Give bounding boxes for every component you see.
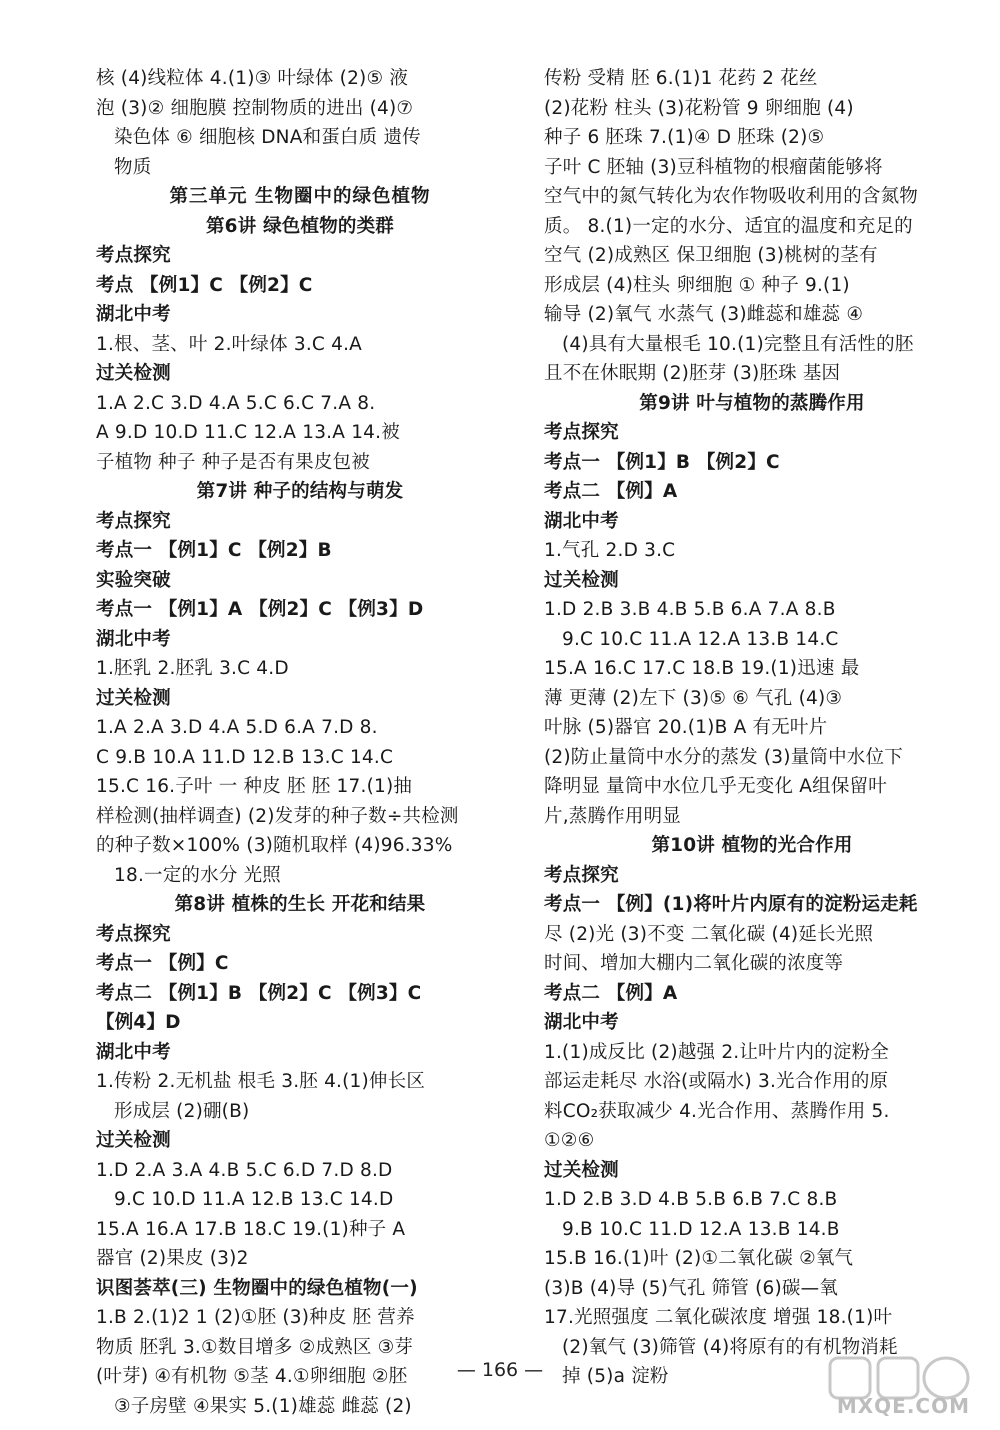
text-line: 核 (4)线粒体 4.(1)③ 叶绿体 (2)⑤ 液 <box>96 68 409 89</box>
text-line: 形成层 (4)柱头 卵细胞 ① 种子 9.(1) <box>544 274 850 296</box>
text-line: 15.B 16.(1)叶 (2)①二氧化碳 ②氧气 <box>544 1248 854 1269</box>
text-line: 叶脉 (5)器官 20.(1)B A 有无叶片 <box>544 717 828 738</box>
text-line: 【例4】D <box>96 1012 181 1033</box>
text-line: 1.根、茎、叶 2.叶绿体 3.C 4.A <box>96 333 363 355</box>
text-line: 1.D 2.B 3.B 4.B 5.B 6.A 7.A 8.B <box>544 599 836 620</box>
text-line: (2)防止量筒中水分的蒸发 (3)量筒中水位下 <box>544 746 903 768</box>
text-line: 降明显 量筒中水位几乎无变化 A组保留叶 <box>544 776 887 797</box>
text-line: (2)氧气 (3)筛管 (4)将原有的有机物消耗 <box>562 1336 898 1358</box>
text-line: 考点一 【例】(1)将叶片内原有的淀粉运走耗 <box>544 894 918 915</box>
text-line: 子叶 C 胚轴 (3)豆科植物的根瘤菌能够将 <box>544 156 883 178</box>
text-line: 9.C 10.D 11.A 12.B 13.C 14.D <box>114 1189 394 1210</box>
text-line: (4)具有大量根毛 10.(1)完整且有活性的胚 <box>562 333 914 355</box>
text-line: 17.光照强度 二氧化碳浓度 增强 18.(1)叶 <box>544 1307 893 1328</box>
text-line: 湖北中考 <box>544 510 619 532</box>
text-line: 质。 8.(1)一定的水分、适宜的温度和充足的 <box>544 215 913 237</box>
text-line: 考点二 【例1】B 【例2】C 【例3】C <box>96 982 422 1004</box>
text-line: 物质 胚乳 3.①数目增多 ②成熟区 ③芽 <box>96 1336 414 1358</box>
text-line: 掉 (5)a 淀粉 <box>562 1366 669 1387</box>
text-line: 第8讲 植株的生长 开花和结果 <box>174 894 426 915</box>
text-line: ①②⑥ <box>544 1130 595 1151</box>
text-line: 种子 6 胚珠 7.(1)④ D 胚珠 (2)⑤ <box>544 127 825 148</box>
text-line: (2)花粉 柱头 (3)花粉管 9 卵细胞 (4) <box>544 97 854 119</box>
text-line: 空气中的氮气转化为农作物吸收利用的含氮物 <box>544 186 919 207</box>
text-line: 空气 (2)成熟区 保卫细胞 (3)桃树的茎有 <box>544 245 878 266</box>
text-line: 湖北中考 <box>96 304 171 325</box>
text-line: 考点探究 <box>544 864 619 886</box>
text-line: 实验突破 <box>96 569 171 591</box>
text-line: 1.A 2.A 3.D 4.A 5.D 6.A 7.D 8. <box>96 717 378 738</box>
text-line: 过关检测 <box>544 1159 619 1181</box>
text-line: 1.(1)成反比 (2)越强 2.让叶片内的淀粉全 <box>544 1041 889 1063</box>
text-line: 湖北中考 <box>544 1012 619 1033</box>
text-line: 9.C 10.C 11.A 12.A 13.B 14.C <box>562 628 839 650</box>
text-line: 过关检测 <box>96 687 171 709</box>
text-line: 传粉 受精 胚 6.(1)1 花药 2 花丝 <box>544 68 818 89</box>
text-line: 样检测(抽样调查) (2)发芽的种子数÷共检测 <box>96 805 459 827</box>
text-line: 形成层 (2)硼(B) <box>114 1100 250 1122</box>
text-line: 且不在休眠期 (2)胚芽 (3)胚珠 基因 <box>544 363 841 384</box>
text-line: 1.D 2.A 3.A 4.B 5.C 6.D 7.D 8.D <box>96 1159 393 1181</box>
text-line: (3)B (4)导 (5)气孔 筛管 (6)碳—氧 <box>544 1277 839 1299</box>
text-line: 染色体 ⑥ 细胞核 DNA和蛋白质 遗传 <box>114 127 421 148</box>
text-line: C 9.B 10.A 11.D 12.B 13.C 14.C <box>96 746 394 768</box>
text-line: 1.B 2.(1)2 1 (2)①胚 (3)种皮 胚 营养 <box>96 1307 415 1328</box>
text-line: A 9.D 10.D 11.C 12.A 13.A 14.被 <box>96 422 400 443</box>
text-line: 物质 <box>114 156 152 178</box>
text-line: 15.C 16.子叶 一 种皮 胚 胚 17.(1)抽 <box>96 776 413 797</box>
text-line: 考点探究 <box>96 245 171 266</box>
text-line: 1.A 2.C 3.D 4.A 5.C 6.C 7.A 8. <box>96 392 376 414</box>
text-line: 过关检测 <box>544 569 619 591</box>
text-line: 1.传粉 2.无机盐 根毛 3.胚 4.(1)伸长区 <box>96 1071 426 1092</box>
text-line: 泡 (3)② 细胞膜 控制物质的进出 (4)⑦ <box>96 97 414 119</box>
text-line: 第10讲 植物的光合作用 <box>651 835 853 856</box>
text-line: 考点 【例1】C 【例2】C <box>96 274 313 296</box>
text-line: 输导 (2)氧气 水蒸气 (3)雌蕊和雄蕊 ④ <box>544 304 864 325</box>
text-line: 薄 更薄 (2)左下 (3)⑤ ⑥ 气孔 (4)③ <box>544 687 843 709</box>
text-line: 尽 (2)光 (3)不变 二氧化碳 (4)延长光照 <box>544 923 874 945</box>
text-line: 15.A 16.A 17.B 18.C 19.(1)种子 A <box>96 1218 406 1240</box>
text-line: 第7讲 种子的结构与萌发 <box>196 481 404 502</box>
right-column <box>544 64 960 1392</box>
left-column <box>96 64 504 1421</box>
text-line: 的种子数×100% (3)随机取样 (4)96.33% <box>96 835 453 856</box>
text-line: 1.D 2.B 3.D 4.B 5.B 6.B 7.C 8.B <box>544 1189 838 1210</box>
watermark-url: MXQE.COM <box>836 1394 970 1418</box>
text-line: 1.胚乳 2.胚乳 3.C 4.D <box>96 658 289 679</box>
text-line: 9.B 10.C 11.D 12.A 13.B 14.B <box>562 1218 840 1240</box>
page-number: — 166 — <box>456 1359 544 1381</box>
text-line: 第6讲 绿色植物的类群 <box>205 215 394 237</box>
text-line: 考点一 【例1】C 【例2】B <box>96 540 332 561</box>
text-line: 考点探究 <box>544 422 619 443</box>
text-line: 时间、增加大棚内二氧化碳的浓度等 <box>544 953 844 974</box>
text-line: 考点二 【例】A <box>544 481 678 502</box>
text-line: 识图荟萃(三) 生物圈中的绿色植物(一) <box>96 1277 418 1299</box>
text-line: 考点二 【例】A <box>544 982 678 1004</box>
text-line: 第9讲 叶与植物的蒸腾作用 <box>639 392 865 414</box>
text-line: 15.A 16.C 17.C 18.B 19.(1)迅速 最 <box>544 658 860 679</box>
text-line: 过关检测 <box>96 1130 171 1151</box>
text-line: (叶芽) ④有机物 ⑤茎 4.①卵细胞 ②胚 <box>96 1366 408 1387</box>
text-line: 1.气孔 2.D 3.C <box>544 540 676 561</box>
text-line: 考点探究 <box>96 510 171 532</box>
text-line: 过关检测 <box>96 363 171 384</box>
text-line: 料CO₂获取减少 4.光合作用、蒸腾作用 5. <box>544 1100 890 1122</box>
text-line: 子植物 种子 种子是否有果皮包被 <box>96 451 370 473</box>
text-line: 片,蒸腾作用明显 <box>544 805 681 827</box>
text-line: 考点一 【例1】A 【例2】C 【例3】D <box>96 599 424 620</box>
text-line: 考点探究 <box>96 923 171 945</box>
text-line: ③子房壁 ④果实 5.(1)雄蕊 雌蕊 (2) <box>114 1395 412 1417</box>
text-line: 考点一 【例】C <box>96 953 229 974</box>
text-line: 部运走耗尽 水浴(或隔水) 3.光合作用的原 <box>544 1071 889 1092</box>
text-line: 湖北中考 <box>96 628 171 650</box>
text-line: 第三单元 生物圈中的绿色植物 <box>169 186 431 207</box>
text-line: 考点一 【例1】B 【例2】C <box>544 451 780 473</box>
text-line: 18.一定的水分 光照 <box>114 864 282 886</box>
text-line: 器官 (2)果皮 (3)2 <box>96 1248 249 1269</box>
text-line: 湖北中考 <box>96 1041 171 1063</box>
